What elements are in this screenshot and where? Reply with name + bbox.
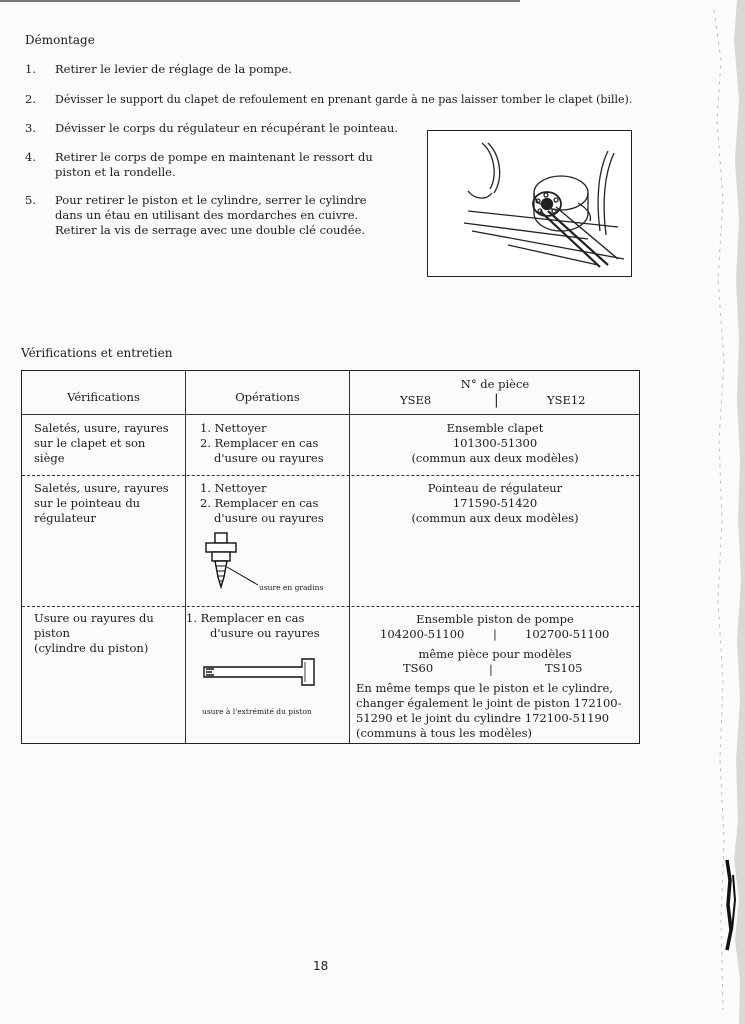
row3-model-ts60: TS60 bbox=[403, 661, 434, 675]
model-separator: | bbox=[494, 392, 499, 408]
row3-same-part: même pièce pour modèles bbox=[418, 647, 572, 661]
step-text-line: Retirer la vis de serrage avec une double clé coudée. bbox=[55, 223, 366, 237]
header-model-yse8: YSE8 bbox=[400, 393, 432, 407]
part-number: 101300-51300 bbox=[452, 436, 538, 450]
row2-operations bbox=[200, 481, 324, 526]
step-text: Dévisser le corps du régulateur en récupérant le pointeau. bbox=[55, 121, 398, 135]
step-text-line: Retirer le corps de pompe en maintenant le ressort du bbox=[55, 150, 373, 164]
column-divider bbox=[185, 371, 186, 743]
note-line: (communs à tous les modèles) bbox=[356, 726, 532, 740]
operation-line: d'usure ou rayures bbox=[214, 451, 324, 465]
check-line: Saletés, usure, rayures bbox=[34, 481, 169, 495]
part-number: 171590-51420 bbox=[452, 496, 538, 510]
row3-check bbox=[34, 611, 154, 656]
row1-check bbox=[34, 421, 169, 466]
step-text: Dévisser le support du clapet de refoulement en prenant garde à ne pas laisser tomber le clapet (bille). bbox=[55, 93, 633, 106]
row1-operations bbox=[200, 421, 324, 466]
check-line: piston bbox=[34, 626, 70, 640]
checks-table bbox=[21, 370, 640, 744]
part-line: Pointeau de régulateur bbox=[427, 481, 563, 495]
part-line: Ensemble clapet bbox=[446, 421, 544, 435]
step-number: 1. bbox=[25, 62, 36, 76]
check-line: Usure ou rayures du bbox=[34, 611, 154, 625]
row2-caption: usure en gradins bbox=[259, 583, 324, 592]
part-separator: | bbox=[493, 627, 497, 641]
note-line: changer également le joint de piston 172100- bbox=[356, 696, 622, 710]
check-line: régulateur bbox=[34, 511, 96, 525]
row-divider bbox=[22, 606, 639, 607]
header-divider bbox=[22, 414, 639, 415]
step-text-line: Pour retirer le piston et le cylindre, serrer le cylindre bbox=[55, 193, 367, 207]
header-part-number: N° de pièce bbox=[460, 377, 530, 391]
step-number: 4. bbox=[25, 150, 36, 164]
operation-line: d'usure ou rayures bbox=[210, 626, 320, 640]
step-text-line: piston et la rondelle. bbox=[55, 165, 176, 179]
header-verifications: Vérifications bbox=[67, 390, 140, 404]
scan-top-line bbox=[0, 0, 520, 2]
operation-line: 2. Remplacer en cas bbox=[200, 496, 319, 510]
operation-line: 1. Remplacer en cas bbox=[186, 611, 305, 625]
page-number: 18 bbox=[313, 959, 329, 973]
row3-caption: usure à l'extrémité du piston bbox=[202, 707, 312, 716]
header-model-yse12: YSE12 bbox=[547, 393, 586, 407]
row3-operations bbox=[186, 611, 320, 641]
note-line: En même temps que le piston et le cylindre, bbox=[356, 681, 613, 695]
row3-part-title: Ensemble piston de pompe bbox=[416, 612, 574, 626]
row-divider bbox=[22, 475, 639, 476]
row2-part bbox=[350, 481, 640, 526]
step-text-line: dans un étau en utilisant des mordarches en cuivre. bbox=[55, 208, 359, 222]
checks-title: Vérifications et entretien bbox=[21, 346, 173, 360]
row1-part bbox=[350, 421, 640, 466]
check-line: Saletés, usure, rayures bbox=[34, 421, 169, 435]
note-line: 51290 et le joint du cylindre 172100-51190 bbox=[356, 711, 610, 725]
row3-model-ts105: TS105 bbox=[545, 661, 583, 675]
step-number: 3. bbox=[25, 121, 36, 135]
check-line: (cylindre du piston) bbox=[34, 641, 149, 655]
row3-part-a: 104200-51100 bbox=[380, 627, 465, 641]
row3-part-b: 102700-51100 bbox=[525, 627, 610, 641]
operation-line: d'usure ou rayures bbox=[214, 511, 324, 525]
scan-edge-noise bbox=[709, 0, 745, 1024]
row2-check bbox=[34, 481, 169, 526]
part-line: (commun aux deux modèles) bbox=[411, 451, 579, 465]
part-line: (commun aux deux modèles) bbox=[411, 511, 579, 525]
operation-line: 2. Remplacer en cas bbox=[200, 436, 319, 450]
row3-note bbox=[356, 681, 638, 741]
dismantling-title: Démontage bbox=[25, 33, 95, 47]
operation-line: 1. Nettoyer bbox=[200, 421, 267, 435]
pump-piston-drawing bbox=[202, 655, 320, 689]
operation-line: 1. Nettoyer bbox=[200, 481, 267, 495]
header-operations: Opérations bbox=[235, 390, 300, 404]
check-line: sur le clapet et son bbox=[34, 436, 146, 450]
step-number: 5. bbox=[25, 193, 36, 207]
step-text: Retirer le levier de réglage de la pompe. bbox=[55, 62, 292, 76]
step-number: 2. bbox=[25, 92, 36, 106]
check-line: sur le pointeau du bbox=[34, 496, 141, 510]
model-separator: | bbox=[489, 662, 493, 676]
wrench-illustration bbox=[427, 130, 632, 277]
check-line: siège bbox=[34, 451, 65, 465]
